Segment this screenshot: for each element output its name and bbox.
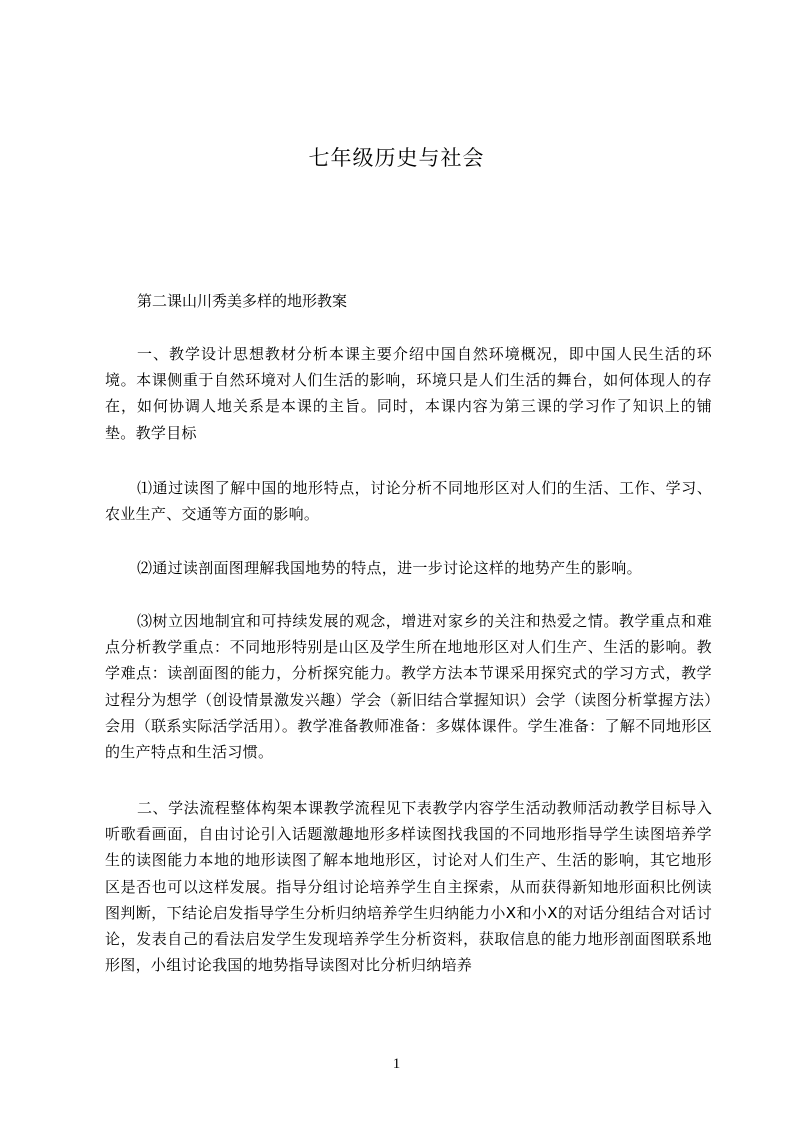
paragraph-objective-1: ⑴通过读图了解中国的地形特点，讨论分析不同地形区对人们的生活、工作、学习、农业生产、交通等方面的影响。: [105, 479, 712, 524]
paragraph-objective-2: ⑵通过读剖面图理解我国地势的特点，进一步讨论这样的地势产生的影响。: [137, 559, 642, 577]
page-title: 七年级历史与社会: [308, 146, 485, 170]
paragraph-learning-flow: 二、学法流程整体构架本课教学流程见下表教学内容学生活动教师活动教学目标导入听歌看画面，自由讨论引入话题激趣地形多样读图找我国的不同地形指导学生读图培养学生的读图能力本地的地形读图了解本地地形区，讨论对人们生产、生活的影响，其它地形区是否也可以这样发展。指导分组讨论培养学生自主探索，从而获得新知地形面积比例读图判断，下结论启发指导学生分析归纳培养学生归纳能力小X和小X的对话分组结合对话讨论，发表自己的看法启发学生发现培养学生分析资料，获取信息的能力地形剖面图联系地形图，小组讨论我国的地势指导读图对比分析归纳培养: [105, 799, 712, 975]
paragraph-objective-3: ⑶树立因地制宜和可持续发展的观念，增进对家乡的关注和热爱之情。教学重点和难点分析教学重点：不同地形特别是山区及学生所在地地形区对人们生产、生活的影响。教学难点：读剖面图的能力，分析探究能力。教学方法本节课采用探究式的学习方式，教学过程分为想学（创设情景激发兴趣）学会（新旧结合掌握知识）会学（读图分析掌握方法）会用（联系实际活学活用）。教学准备教师准备：多媒体课件。学生准备：了解不同地形区的生产特点和生活习惯。: [105, 612, 712, 762]
paragraph-design-thinking: 一、教学设计思想教材分析本课主要介绍中国自然环境概况，即中国人民生活的环境。本课侧重于自然环境对人们生活的影响，环境只是人们生活的舞台，如何体现人的存在，如何协调人地关系是本课的主旨。同时，本课内容为第三课的学习作了知识上的铺垫。教学目标: [105, 345, 712, 442]
page-number: 1: [392, 1056, 401, 1072]
lesson-subtitle: 第二课山川秀美多样的地形教案: [137, 292, 348, 310]
